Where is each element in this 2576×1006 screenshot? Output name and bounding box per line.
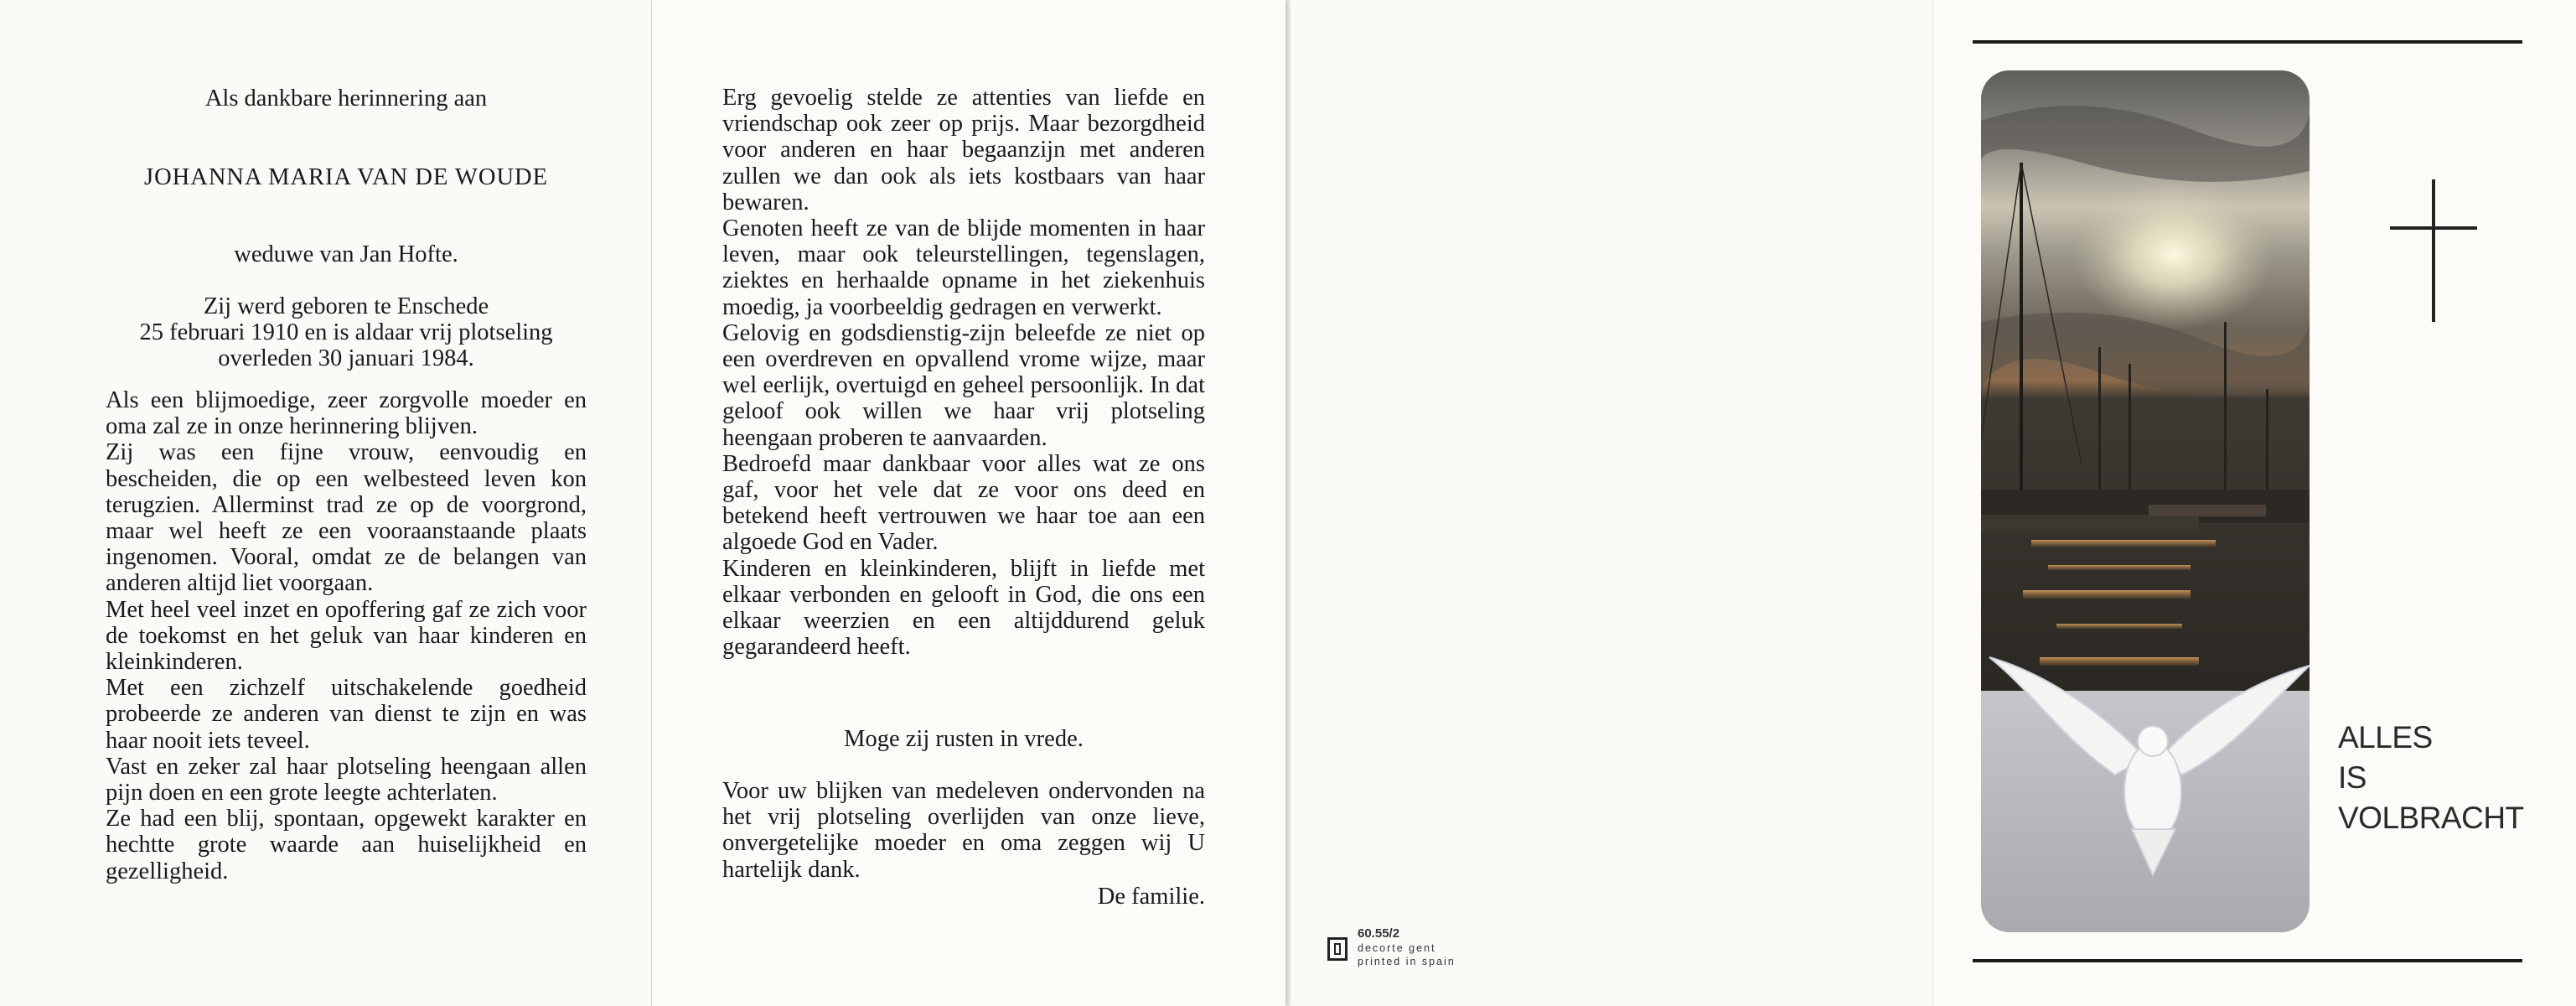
memorial-intro: Als dankbare herinnering aan xyxy=(204,86,488,111)
death-line: overleden 30 januari 1984. xyxy=(218,345,474,372)
paragraph: Zij was een fijne vrouw, eenvoudig en bescheiden, die op een welbesteed leven kon terugzien. Allerminst trad ze op de voorgrond, maar wel heeft ze een vooraanstaande plaats ingenomen. Vooral, omdat ze de belangen van anderen altijd liet voorgaan. xyxy=(106,439,587,597)
birth-death-lines xyxy=(106,293,587,372)
motto-line: ALLES xyxy=(2338,720,2433,754)
motto-line: VOLBRACHT xyxy=(2338,801,2524,835)
paragraph: Gelovig en godsdienstig-zijn beleefde ze niet op een overdreven en opvallend vrome wijze, maar wel eerlijk, overtuigd en geheel persoonlijk. In dat geloof ook willen we haar vrij plotseling heengaan proberen te aanvaarden. xyxy=(722,319,1205,451)
paragraph: Bedroefd maar dankbaar voor alles wat ze ons gaf, voor het vele dat ze voor ons deed en betekend heeft vertrouwen we haar toe aan een algoede God en Vader. xyxy=(722,450,1205,556)
widow-line: weduwe van Jan Hofte. xyxy=(234,241,458,267)
deceased-name: JOHANNA MARIA VAN DE WOUDE xyxy=(143,164,549,190)
left-page-text xyxy=(106,387,587,884)
paragraph: Met een zichzelf uitschakelende goedheid probeerde ze anderen van dienst te zijn en was haar nooit iets teveel. xyxy=(106,675,587,754)
back-page xyxy=(1291,0,1932,1006)
motto-line: IS xyxy=(2338,760,2367,795)
cross-icon xyxy=(2432,179,2435,322)
birth-line: Zij werd geboren te Enschede xyxy=(203,293,489,319)
rest-in-peace: Moge zij rusten in vrede. xyxy=(844,726,1084,752)
product-code: 60.55/2 xyxy=(1358,926,1400,941)
middle-page-text xyxy=(722,85,1205,660)
cross-icon-bar xyxy=(2390,226,2477,230)
publisher-logo-icon xyxy=(1327,937,1347,961)
paragraph: Erg gevoelig stelde ze attenties van liefde en vriendschap ook zeer op prijs. Maar bezorgdheid voor anderen en haar begaanzijn met anderen zullen we dan ook als iets kostbaars van haar bewaren. xyxy=(722,85,1205,215)
printer-imprint xyxy=(1327,926,1579,976)
signature: De familie. xyxy=(1097,884,1205,910)
paragraph: Met heel veel inzet en opoffering gaf ze zich voor de toekomst en het geluk van haar kinderen en kleinkinderen. xyxy=(106,596,587,676)
birth-line: 25 februari 1910 en is aldaar vrij plotseling xyxy=(139,319,553,346)
top-rule xyxy=(1973,40,2522,44)
bottom-rule xyxy=(1973,959,2522,962)
paragraph: Kinderen en kleinkinderen, blijft in liefde met elkaar verbonden en gelooft in God, die ons een elkaar weerzien en een altijddurend geluk gegarandeerd heeft. xyxy=(722,555,1205,661)
harbor-dove-photo xyxy=(1981,70,2310,932)
printed-in: printed in spain xyxy=(1358,956,1456,967)
harbor-sunset-image xyxy=(1981,70,2310,932)
paragraph: Ze had een blij, spontaan, opgewekt karakter en hechtte grote waarde aan huiselijkheid en gezelligheid. xyxy=(106,806,587,884)
paragraph: Als een blijmoedige, zeer zorgvolle moeder en oma zal ze in onze herinnering blijven. xyxy=(106,387,587,440)
publisher-name: decorte gent xyxy=(1358,942,1436,954)
thanks-paragraph: Voor uw blijken van medeleven ondervonden na het vrij plotseling overlijden van onze lieve, onvergetelijke moeder en oma zeggen wij U hartelijk dank. xyxy=(722,778,1205,883)
cover-motto xyxy=(2338,718,2539,838)
paragraph: Vast en zeker zal haar plotseling heengaan allen pijn doen en een grote leegte achterlaten. xyxy=(106,753,587,806)
paragraph: Genoten heeft ze van de blijde momenten in haar leven, maar ook teleurstellingen, tegenslagen, ziektes en herhaalde opname in het ziekenhuis moedig, ja voorbeeldig gedragen en verwerkt. xyxy=(722,215,1205,320)
